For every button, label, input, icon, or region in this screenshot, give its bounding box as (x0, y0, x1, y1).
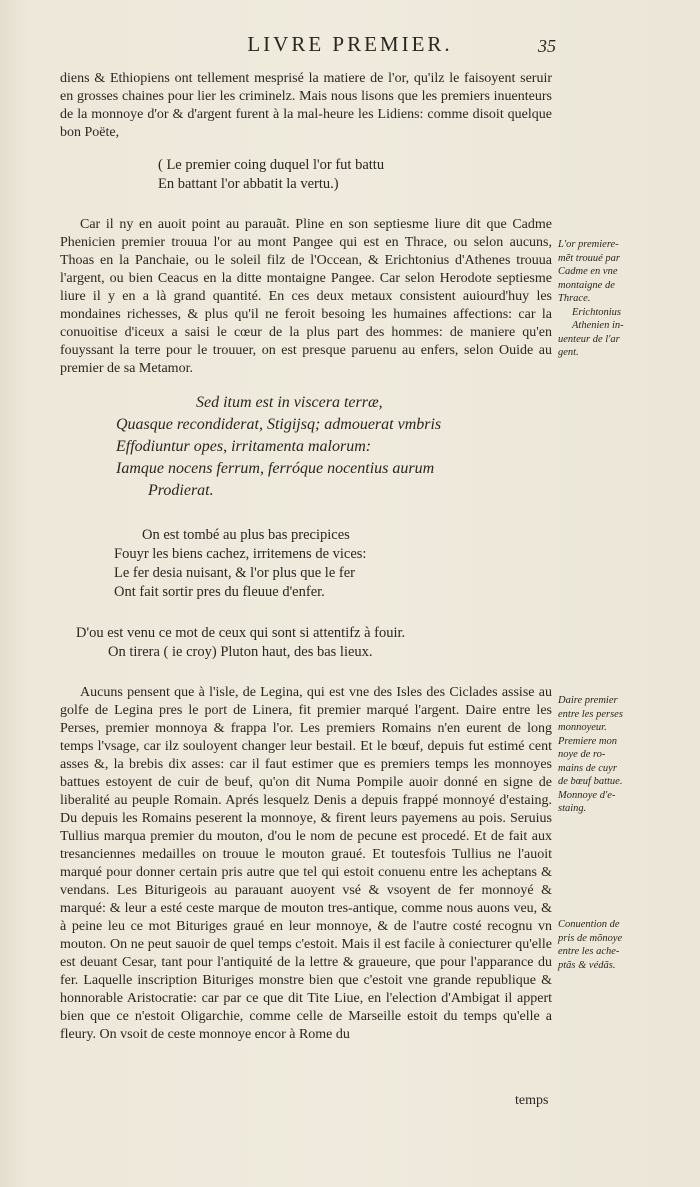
margin-note-2-line: Daire premier (558, 695, 618, 706)
margin-note-1-line: mẽt trouué par (558, 252, 621, 264)
margin-note-3-line: ptãs & védãs. (558, 959, 616, 971)
margin-note-1-line: Cadme en vne (558, 266, 618, 277)
latin-quotation (116, 392, 441, 502)
paragraph-1 (60, 70, 552, 142)
catchword: temps (515, 1093, 549, 1108)
margin-note-3-line: pris de mõnoye (558, 932, 623, 944)
margin-note-1-line: montaigne de (558, 279, 615, 291)
margin-note-3 (558, 918, 688, 972)
margin-note-2 (558, 694, 688, 816)
verse-1-line-1: ( Le premier coing duquel l'or fut battu (158, 157, 385, 173)
latin-line-2: Quasque recondiderat, Stigijsq; admouerat vmbris (116, 416, 442, 433)
latin-line-1: Sed itum est in viscera terræ, (196, 394, 383, 411)
paragraph-1-text: diens & Ethiopiens ont tellement mesprisé la matiere de l'or, qu'ilz le faisoyent seruir en grosses chaines pour lier les criminelz. Mais nous lisons que les premiers inuenteurs de la monnoye d'or & d'argent furent à la mal-heure les Lidiens: comme disoit quelque bon Poëte, (60, 71, 552, 140)
margin-note-1-line: uenteur de l'ar (558, 333, 620, 345)
verse-3 (76, 624, 405, 662)
latin-line-3: Effodiuntur opes, irritamenta malorum: (116, 438, 372, 455)
paragraph-3 (60, 684, 552, 1044)
margin-note-2-line: staing. (558, 803, 587, 814)
margin-note-2-line: Monnoye d'e- (558, 789, 616, 801)
margin-note-2-line: entre les perses (558, 708, 623, 720)
verse-3-line-1: D'ou est venu ce mot de ceux qui sont si attentifz à fouir. (76, 625, 406, 641)
verse-1 (158, 156, 384, 194)
margin-note-1-line: L'or premiere- (558, 239, 619, 250)
margin-note-1 (558, 238, 688, 360)
margin-note-2-line: Premiere mon (558, 735, 617, 747)
page-number: 35 (538, 36, 556, 56)
paragraph-3-text: Aucuns pensent que à l'isle, de Legina, qui est vne des Isles des Ciclades assise au golfe de Legina pres le port de Linera, fit premier marqué l'argent. Daire entre les Perses, premier monnoya & frappa l'or. Les premiers Romains n'en eurent de long temps l'vsage, car ilz souloyent changer leur bestail. Et le bœuf, depuis fut estimé cent asses &, la brebis dix asses: car il faut estimer que es premiers temps les monnoyes battues estoyent de cuir de beuf, qu'on dit Numa Pompile auoir donné en signe de liberalité au peuple Romain. Aprés lesquelz Denis a depuis frappé monnoyé d'estaing. Du depuis les Romains peserent la monnoye, & firent leurs payemens au pois. Seruius Tullius marqua premier du mouton, d'ou le nom de pecune est procedé. Et de fait aux tresanciennes medailles on trouue le mouton graué. Et toutesfois Tullius ne l'auoit marqué pour donner certain pris autre que tel qui estoit conuenu entre les acheptans & vendans. Les Biturigeois au parauant auoyent vsé & vsoyent de fer monnoyé & marqué: & leur a esté ceste marque de mouton tres-antique, comme nous auons veu, & à peine leu ce mot Bituriges graué en leur monnoye, & de l'autre costé recognu vn mouton. On ne peut sauoir de quel temps c'estoit. Mais il est facile à coniecturer qu'elle est deuant Cesar, tant pour l'antiquité de la lettre & graueure, que pour l'apparance du fer. Laquelle inscription Bituriges monstre bien que c'estoit vne grande republique & honnorable Aristocratie: car par ce que dit Tite Liue, en l'election d'Ambigat il appert bien que ce n'estoit Oligarchie, comme celle de Marseille estoit du temps qu'elle a fleury. On vsoit de ceste monnoye encor à Rome du (60, 685, 552, 1042)
verse-2-line-3: Le fer desia nuisant, & l'or plus que le fer (114, 565, 355, 581)
margin-note-2-line: monnoyeur. (558, 722, 607, 733)
verse-3-line-2: On tirera ( ie croy) Pluton haut, des bas lieux. (108, 644, 373, 660)
verse-2-line-4: Ont fait sortir pres du fleuue d'enfer. (114, 584, 325, 600)
margin-note-2-line: de bœuf battue. (558, 776, 623, 787)
margin-note-2-line: noye de ro- (558, 749, 606, 760)
margin-note-1-line: gent. (558, 347, 579, 358)
verse-2 (114, 526, 366, 602)
margin-note-1-line: Thrace. (558, 293, 591, 304)
verse-1-line-2: En battant l'or abbatit la vertu.) (158, 176, 339, 192)
margin-note-1-line: Erichtonius (572, 306, 621, 318)
verse-2-line-2: Fouyr les biens cachez, irritemens de vices: (114, 546, 367, 562)
paragraph-2 (60, 216, 552, 378)
margin-note-1-line: Athenien in- (572, 320, 624, 331)
latin-line-5: Prodierat. (148, 482, 214, 499)
running-head: LIVRE PREMIER. (247, 32, 453, 56)
margin-note-2-line: mains de cuyr (558, 762, 617, 774)
verse-2-line-1: On est tombé au plus bas precipices (142, 527, 350, 543)
paragraph-2-text: Car il ny en auoit point au parauãt. Pline en son septiesme liure dit que Cadme Phenicien premier trouua l'or au mont Pangee qui est en Thrace, ou selon aucuns, Thoas en la Panchaie, ou le soleil filz de l'Occean, & Erichtonius d'Athenes trouua l'argent, ou bien Ceacus en la ditte montaigne Pangee. Car selon Herodote septiesme liure il y en a là grand quantité. En ces deux metaux consistent auiourd'huy les mondaines richesses, & plus qu'il ne feroit besoing les humaines affections: car la conuoitise d'iceux a saisi le cœur de la plus part des hommes: de maniere qu'en fouyssant la terre pour le trouuer, on est presque paruenu au enfers, selon Ouide au premier de sa Metamor. (60, 217, 552, 376)
margin-note-3-line: entre les ache- (558, 946, 620, 957)
latin-line-4: Iamque nocens ferrum, ferróque nocentius aurum (116, 460, 435, 477)
margin-note-3-line: Conuention de (558, 919, 620, 930)
